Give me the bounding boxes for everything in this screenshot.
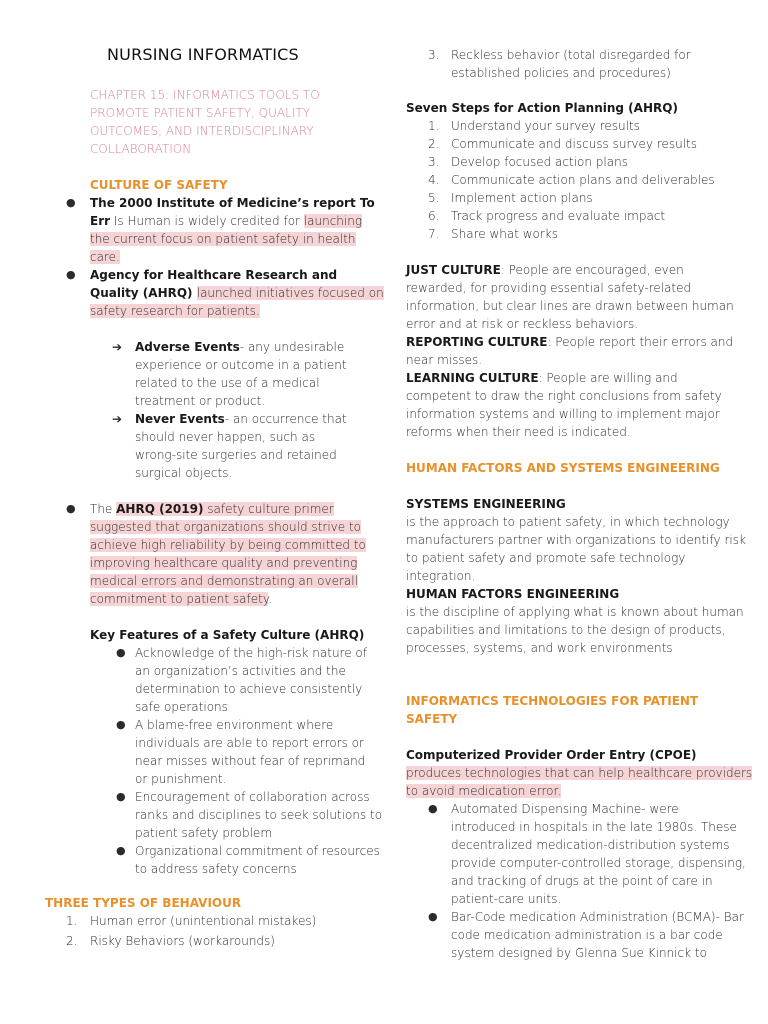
iom-report-line-1: The 2000 Institute of Medicine’s report To: [90, 196, 375, 210]
step-6-text: Track progress and evaluate impact: [451, 209, 666, 223]
adm-line-2: introduced in hospitals in the late 1980s. These: [451, 820, 737, 834]
chapter-line-1: CHAPTER 15: INFORMATICS TOOLS TO: [90, 88, 320, 102]
behaviour-1-num: 1.: [66, 914, 78, 928]
arrow-right-icon: ➔: [112, 412, 123, 426]
reporting-culture-line-2: near misses.: [406, 353, 483, 367]
adm-line-6: patient-care units.: [451, 892, 562, 906]
chapter-line-4: COLLABORATION: [90, 142, 192, 156]
behaviour-1-text: Human error (unintentional mistakes): [90, 914, 317, 928]
step-5-num: 5.: [428, 191, 440, 205]
bcma-line-1: Bar-Code medication Administration (BCMA)- Bar: [451, 910, 744, 924]
bullet-icon: ●: [116, 790, 126, 803]
iom-report-line-4: care.: [90, 250, 120, 264]
adverse-events-line-3: related to the use of a medical: [135, 376, 320, 390]
step-2-num: 2.: [428, 137, 440, 151]
never-events-line-1: Never Events- an occurrence that: [135, 412, 347, 426]
cpoe-line-2: to avoid medication error.: [406, 784, 562, 798]
step-3-text: Develop focused action plans: [451, 155, 628, 169]
bullet-icon: ●: [116, 646, 126, 659]
key-feature-1-line-3: determination to achieve consistently: [135, 682, 363, 696]
just-culture-line-1: JUST CULTURE: People are encouraged, even: [406, 263, 684, 277]
adm-line-5: and tracking of drugs at the point of care in: [451, 874, 713, 888]
key-feature-3-line-1: Encouragement of collaboration across: [135, 790, 370, 804]
learning-culture-line-4: reforms when their need is indicated.: [406, 425, 631, 439]
bcma-line-2: code medication administration is a bar code: [451, 928, 723, 942]
infotech-heading-line-2: SAFETY: [406, 712, 458, 726]
bullet-icon: ●: [116, 844, 126, 857]
bullet-icon: ●: [66, 196, 76, 209]
key-feature-2-line-4: or punishment.: [135, 772, 227, 786]
hfe-line-1: is the discipline of applying what is known about human: [406, 605, 744, 619]
adm-line-1: Automated Dispensing Machine- were: [451, 802, 679, 816]
adverse-events-line-2: experience or outcome in a patient: [135, 358, 347, 372]
ahrq-line-1: Agency for Healthcare Research and: [90, 268, 338, 282]
chapter-line-2: PROMOTE PATIENT SAFETY, QUALITY: [90, 106, 311, 120]
human-factors-heading: HUMAN FACTORS AND SYSTEMS ENGINEERING: [406, 461, 720, 475]
step-7-text: Share what works: [451, 227, 559, 241]
reporting-culture-line-1: REPORTING CULTURE: People report their errors and: [406, 335, 734, 349]
key-feature-4-line-1: Organizational commitment of resources: [135, 844, 380, 858]
iom-report-line-2: Err Is Human is widely credited for launching: [90, 214, 363, 228]
key-feature-1-line-4: safe operations: [135, 700, 228, 714]
step-7-num: 7.: [428, 227, 440, 241]
behaviour-3-num: 3.: [428, 48, 440, 62]
arrow-right-icon: ➔: [112, 340, 123, 354]
step-5-text: Implement action plans: [451, 191, 593, 205]
learning-culture-line-3: information systems and willing to implement major: [406, 407, 720, 421]
ahrq-2019-line-1: The AHRQ (2019) safety culture primer: [90, 502, 334, 516]
learning-culture-line-2: competent to draw the right conclusions from safety: [406, 389, 722, 403]
step-1-text: Understand your survey results: [451, 119, 640, 133]
ahrq-2019-line-2: suggested that organizations should strive to: [90, 520, 362, 534]
systems-engineering-heading: SYSTEMS ENGINEERING: [406, 497, 566, 511]
key-feature-2-line-3: near misses without fear of reprimand: [135, 754, 366, 768]
infotech-heading-line-1: INFORMATICS TECHNOLOGIES FOR PATIENT: [406, 694, 699, 708]
key-feature-2-line-2: individuals are able to report errors or: [135, 736, 364, 750]
ahrq-line-3: safety research for patients.: [90, 304, 260, 318]
ahrq-2019-line-6: commitment to patient safety.: [90, 592, 273, 606]
ahrq-2019-line-5: medical errors and demonstrating an overall: [90, 574, 358, 588]
bullet-icon: ●: [428, 910, 438, 923]
bullet-icon: ●: [66, 268, 76, 281]
key-feature-1-line-2: an organization’s activities and the: [135, 664, 346, 678]
systems-line-4: integration.: [406, 569, 476, 583]
just-culture-line-4: error and at risk or reckless behaviors.: [406, 317, 639, 331]
step-2-text: Communicate and discuss survey results: [451, 137, 698, 151]
bullet-icon: ●: [116, 718, 126, 731]
key-feature-2-line-1: A blame-free environment where: [135, 718, 334, 732]
bullet-icon: ●: [428, 802, 438, 815]
key-feature-3-line-2: ranks and disciplines to seek solutions to: [135, 808, 383, 822]
behaviour-2-text: Risky Behaviors (workarounds): [90, 934, 275, 948]
key-features-heading: Key Features of a Safety Culture (AHRQ): [90, 628, 365, 642]
human-factors-engineering-heading: HUMAN FACTORS ENGINEERING: [406, 587, 620, 601]
culture-of-safety-heading: CULTURE OF SAFETY: [90, 178, 228, 192]
systems-line-2: manufacturers partner with organizations to identify risk: [406, 533, 746, 547]
learning-culture-line-1: LEARNING CULTURE: People are willing and: [406, 371, 678, 385]
hfe-line-2: capabilities and limitations to the design of products,: [406, 623, 726, 637]
step-3-num: 3.: [428, 155, 440, 169]
behaviour-3-line-2: established policies and procedures): [451, 66, 671, 80]
adverse-events-line-1: Adverse Events- any undesirable: [135, 340, 345, 354]
cpoe-line-1: produces technologies that can help healthcare providers: [406, 766, 753, 780]
key-feature-1-line-1: Acknowledge of the high-risk nature of: [135, 646, 367, 660]
never-events-line-4: surgical objects.: [135, 466, 233, 480]
step-4-text: Communicate action plans and deliverables: [451, 173, 715, 187]
behaviour-2-num: 2.: [66, 934, 78, 948]
key-feature-3-line-3: patient safety problem: [135, 826, 273, 840]
just-culture-line-3: information, but clear lines are drawn between human: [406, 299, 734, 313]
systems-line-1: is the approach to patient safety, in which technology: [406, 515, 730, 529]
iom-report-line-3: the current focus on patient safety in health: [90, 232, 356, 246]
key-feature-4-line-2: to address safety concerns: [135, 862, 297, 876]
cpoe-heading: Computerized Provider Order Entry (CPOE): [406, 748, 697, 762]
step-1-num: 1.: [428, 119, 440, 133]
never-events-line-3: wrong-site surgeries and retained: [135, 448, 337, 462]
systems-line-3: to patient safety and promote safe technology: [406, 551, 686, 565]
just-culture-line-2: rewarded, for providing essential safety-related: [406, 281, 692, 295]
adm-line-3: decentralized medication-distribution systems: [451, 838, 730, 852]
ahrq-2019-line-4: improving healthcare quality and preventing: [90, 556, 358, 570]
adm-line-4: provide computer-controlled storage, dispensing,: [451, 856, 746, 870]
step-6-num: 6.: [428, 209, 440, 223]
bcma-line-3: system designed by Glenna Sue Kinnick to: [451, 946, 707, 960]
behaviour-3-line-1: Reckless behavior (total disregarded for: [451, 48, 691, 62]
bullet-icon: ●: [66, 502, 76, 515]
never-events-line-2: should never happen, such as: [135, 430, 316, 444]
ahrq-line-2: Quality (AHRQ) launched initiatives focused on: [90, 286, 384, 300]
seven-steps-heading: Seven Steps for Action Planning (AHRQ): [406, 101, 678, 115]
page-title: NURSING INFORMATICS: [107, 45, 299, 64]
hfe-line-3: processes, systems, and work environments: [406, 641, 673, 655]
three-types-heading: THREE TYPES OF BEHAVIOUR: [45, 896, 242, 910]
step-4-num: 4.: [428, 173, 440, 187]
ahrq-2019-line-3: achieve high reliability by being committed to: [90, 538, 366, 552]
chapter-line-3: OUTCOMES, AND INTERDISCIPLINARY: [90, 124, 314, 138]
adverse-events-line-4: treatment or product.: [135, 394, 266, 408]
